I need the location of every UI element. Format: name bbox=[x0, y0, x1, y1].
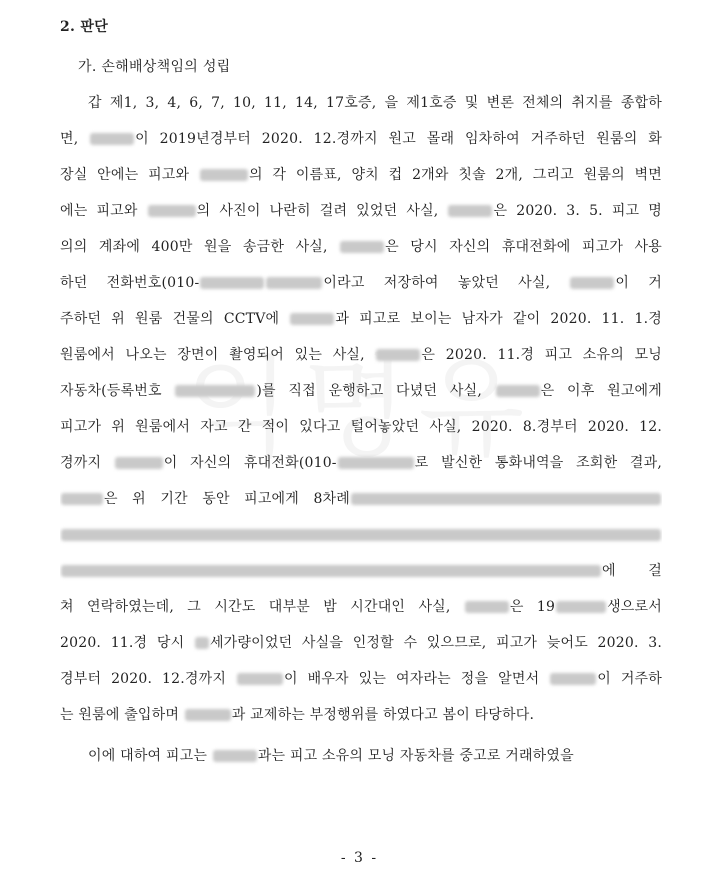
text-segment: 이 거주하 bbox=[597, 671, 662, 687]
body-line bbox=[60, 702, 662, 728]
redacted-text bbox=[200, 169, 248, 181]
body-line bbox=[60, 594, 662, 620]
body-line bbox=[60, 522, 662, 548]
text-segment: 갑 제1, 3, 4, 6, 7, 10, 11, 14, 17호증, 을 제1호증 및 변론 전체의 취지를 종합하 bbox=[88, 95, 662, 111]
body-line bbox=[88, 90, 662, 116]
redacted-text bbox=[556, 601, 606, 613]
redacted-text bbox=[61, 529, 661, 541]
redacted-text bbox=[570, 277, 614, 289]
body-line bbox=[60, 666, 662, 692]
text-segment: 로 발신한 통화내역을 조회한 결과, bbox=[414, 455, 662, 471]
text-segment: 쳐 연락하였는데, 그 시간도 대부분 밤 시간대인 사실, bbox=[60, 599, 464, 615]
text-segment: 세가량이었던 사실을 인정할 수 있으므로, 피고가 늦어도 2020. 3. bbox=[209, 635, 662, 651]
redacted-text bbox=[213, 750, 257, 762]
body-line bbox=[60, 162, 662, 188]
page-number: - 3 - bbox=[340, 850, 379, 866]
text-segment: 는 원룸에 출입하며 bbox=[60, 707, 184, 723]
redacted-text bbox=[290, 313, 334, 325]
text-segment: )를 직접 운행하고 다녔던 사실, bbox=[256, 383, 495, 399]
redacted-text bbox=[465, 601, 509, 613]
text-segment: 은 당시 자신의 휴대전화에 피고가 사용 bbox=[385, 239, 662, 255]
body-line bbox=[60, 342, 662, 368]
section-heading: 2. 판단 bbox=[60, 19, 109, 35]
redacted-text bbox=[200, 277, 264, 289]
redacted-text bbox=[550, 673, 596, 685]
text-segment: 2020. 11.경 당시 bbox=[60, 635, 194, 651]
text-segment: 은 2020. 3. 5. 피고 명 bbox=[493, 203, 662, 219]
body-line bbox=[60, 630, 662, 656]
body-line bbox=[88, 743, 662, 769]
text-segment: 자동차(등록번호 bbox=[60, 383, 175, 399]
text-segment: 이에 대하여 피고는 bbox=[88, 748, 212, 764]
body-line bbox=[60, 198, 662, 224]
redacted-text bbox=[266, 277, 322, 289]
body-line bbox=[60, 234, 662, 260]
text-segment: 경부터 2020. 12.경까지 bbox=[60, 671, 236, 687]
text-segment: 장실 안에는 피고와 bbox=[60, 167, 199, 183]
text-segment: 하던 전화번호(010- bbox=[60, 275, 200, 291]
text-segment: 에 걸 bbox=[602, 563, 662, 579]
text-segment: 은 2020. 11.경 피고 소유의 모닝 bbox=[421, 347, 662, 363]
text-segment: 의 사진이 나란히 걸려 있었던 사실, bbox=[196, 203, 448, 219]
text-segment: 이라고 저장하여 놓았던 사실, bbox=[323, 275, 570, 291]
text-segment: 은 19 bbox=[509, 599, 556, 615]
redacted-text bbox=[61, 565, 601, 577]
text-segment: 이 2019년경부터 2020. 12.경까지 원고 몰래 임차하여 거주하던 원룸의 화 bbox=[135, 131, 662, 147]
body-line bbox=[60, 270, 662, 296]
redacted-text bbox=[175, 385, 255, 397]
text-segment: 생으로서 bbox=[607, 599, 662, 615]
text-segment: 원룸에서 나오는 장면이 촬영되어 있는 사실, bbox=[60, 347, 376, 363]
text-segment: 피고가 위 원룸에서 자고 간 적이 있다고 털어놓았던 사실, 2020. 8.경부터 2020. 12. bbox=[60, 419, 662, 435]
text-segment: 이 거 bbox=[615, 275, 662, 291]
text-segment: 과 교제하는 부정행위를 하였다고 봄이 타당하다. bbox=[231, 707, 535, 723]
text-segment: 과는 피고 소유의 모닝 자동차를 중고로 거래하였을 bbox=[257, 748, 574, 764]
body-line bbox=[60, 450, 662, 476]
redacted-text bbox=[376, 349, 420, 361]
redacted-text bbox=[195, 637, 209, 649]
body-line bbox=[60, 378, 662, 404]
redacted-text bbox=[115, 457, 163, 469]
redacted-text bbox=[185, 709, 231, 721]
text-segment: 의 각 이름표, 양치 컵 2개와 칫솔 2개, 그리고 원룸의 벽면 bbox=[248, 167, 662, 183]
text-segment: 과 피고로 보이는 남자가 같이 2020. 11. 1.경 bbox=[335, 311, 662, 327]
text-segment: 은 이후 원고에게 bbox=[540, 383, 662, 399]
body-line bbox=[60, 306, 662, 332]
body-line bbox=[60, 558, 662, 584]
redacted-text bbox=[338, 457, 414, 469]
text-segment: 이 배우자 있는 여자라는 정을 알면서 bbox=[283, 671, 550, 687]
body-line bbox=[60, 414, 662, 440]
text-segment: 이 자신의 휴대전화(010- bbox=[163, 455, 337, 471]
text-segment: 경까지 bbox=[60, 455, 114, 471]
text-segment: 주하던 위 원룸 건물의 CCTV에 bbox=[60, 311, 290, 327]
text-segment: 은 위 기간 동안 피고에게 8차례 bbox=[104, 491, 350, 507]
redacted-text bbox=[90, 133, 134, 145]
text-segment: 에는 피고와 bbox=[60, 203, 147, 219]
redacted-text bbox=[148, 205, 196, 217]
redacted-text bbox=[496, 385, 540, 397]
body-line bbox=[60, 486, 662, 512]
redacted-text bbox=[61, 493, 103, 505]
body-line bbox=[60, 126, 662, 152]
redacted-text bbox=[448, 205, 492, 217]
subsection-heading: 가. 손해배상책임의 성립 bbox=[78, 59, 231, 75]
redacted-text bbox=[351, 493, 661, 505]
redacted-text bbox=[340, 241, 384, 253]
text-segment: 면, bbox=[60, 131, 90, 147]
text-segment: 의의 계좌에 400만 원을 송금한 사실, bbox=[60, 239, 340, 255]
redacted-text bbox=[237, 673, 283, 685]
